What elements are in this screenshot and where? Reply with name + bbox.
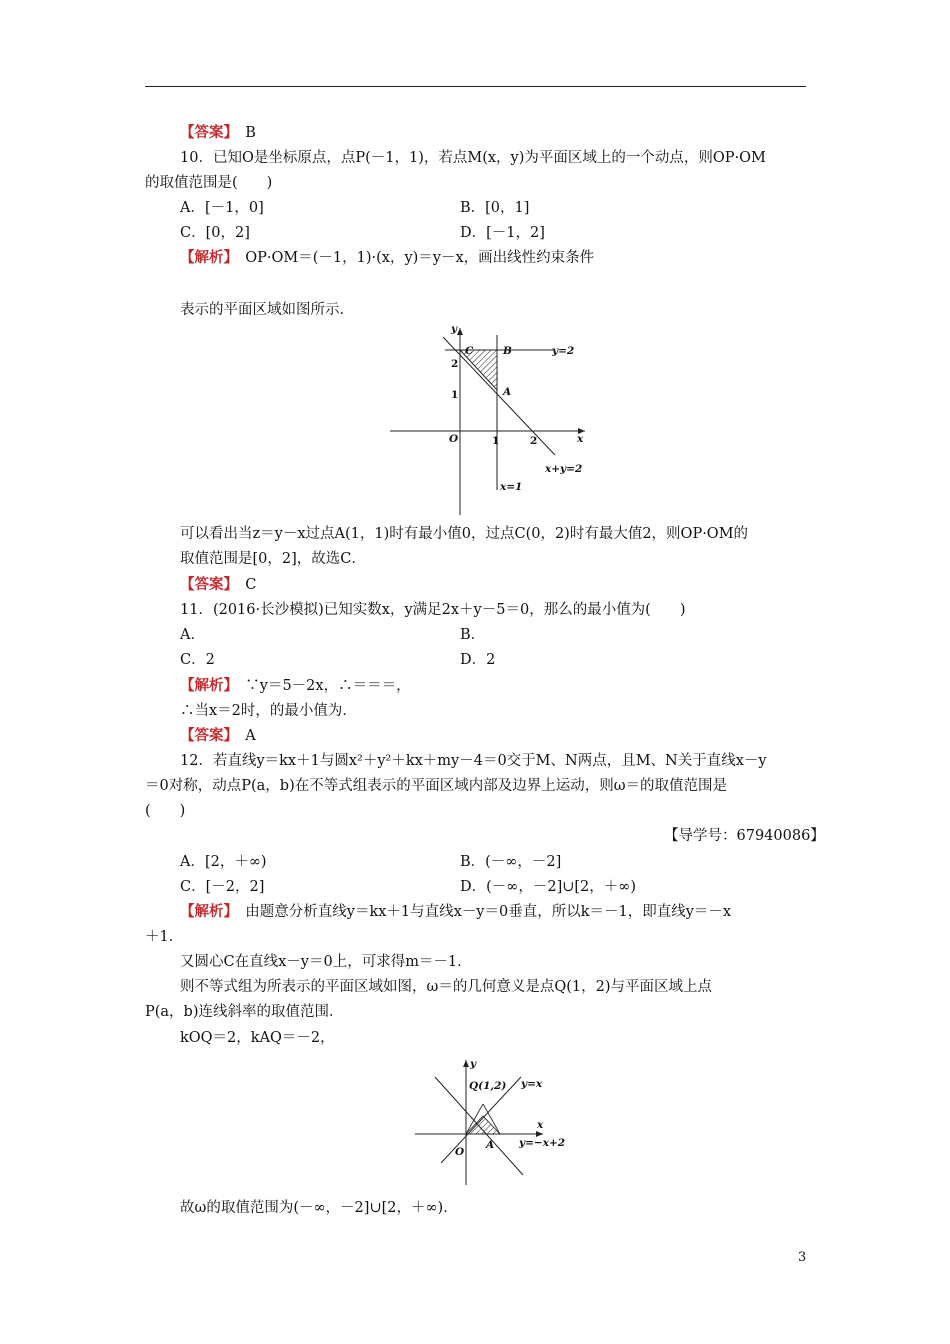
line-text: B	[230, 125, 256, 141]
figure-linear-region	[385, 320, 595, 520]
fig1-label-y: y	[451, 323, 458, 335]
line-text: C．2	[180, 652, 215, 668]
line-text: C．[0，2]	[180, 225, 250, 241]
line-text: ＋1．	[145, 929, 184, 945]
section-tag: 【解析】	[180, 903, 231, 920]
line-text: D．2	[460, 652, 496, 668]
text-line-q12D	[460, 878, 636, 896]
text-line-ans10	[180, 576, 256, 594]
text-line-jx11	[180, 677, 411, 695]
line-text: OP·OM＝(－1，1)·(x，y)＝y－x，画出线性约束条件	[230, 250, 595, 266]
text-line-q12c	[145, 802, 185, 820]
text-line-q10D	[460, 224, 545, 242]
line-text: kOQ＝2，kAQ＝－2，	[180, 1030, 335, 1046]
text-line-jx10b	[180, 301, 354, 319]
line-text: A	[230, 728, 256, 744]
figure-omega-region	[413, 1055, 573, 1190]
text-line-q12b	[145, 777, 727, 795]
text-line-jx10c	[180, 525, 748, 543]
text-line-jx10d	[180, 550, 366, 568]
text-line-jx11b	[180, 702, 357, 720]
line-text: A．	[180, 627, 205, 643]
line-text: D．[－1，2]	[460, 225, 545, 241]
text-line-q10A	[180, 199, 264, 217]
line-text: 【导学号：67940086】	[664, 828, 825, 844]
line-text: P(a，b)连线斜率的取值范围．	[145, 1004, 344, 1020]
line-text: D．(－∞，－2]∪[2，＋∞)	[460, 879, 637, 895]
text-line-q11	[180, 601, 686, 619]
text-line-q12d	[664, 827, 825, 845]
text-line-q12B	[460, 853, 561, 871]
header-rule	[145, 86, 806, 87]
text-line-jx12c	[180, 953, 472, 971]
section-tag: 【解析】	[180, 249, 231, 266]
text-line-q12A	[180, 853, 267, 871]
line-text: ( )	[145, 803, 186, 819]
section-tag: 【答案】	[180, 576, 231, 593]
text-line-jx12b	[145, 928, 183, 946]
text-line-q12a	[180, 752, 767, 770]
fig1-line-y2: y=2	[552, 345, 575, 357]
text-line-ans11	[180, 727, 256, 745]
text-line-q11C	[180, 651, 215, 669]
fig2-line-yx: y=x	[521, 1078, 543, 1090]
section-tag: 【解析】	[180, 677, 231, 694]
text-line-q11D	[460, 651, 495, 669]
fig2-label-x: x	[537, 1119, 544, 1131]
line-text: 则不等式组为所表示的平面区域如图，ω＝的几何意义是点Q(1，2)与平面区域上点	[180, 979, 712, 995]
text-line-q10B	[460, 199, 529, 217]
line-text: 表示的平面区域如图所示．	[180, 302, 354, 318]
line-text: 故ω的取值范围为(－∞，－2]∪[2，＋∞)．	[180, 1200, 458, 1216]
line-text: 由题意分析直线y＝kx＋1与直线x－y＝0垂直，所以k＝－1，即直线y＝－x	[230, 904, 732, 920]
line-text: C．[－2，2]	[180, 879, 265, 895]
line-text: ＝0对称，动点P(a，b)在不等式组表示的平面区域内部及边界上运动，则ω＝的取值范围是	[145, 778, 728, 794]
text-line-q11B	[460, 626, 485, 644]
text-line-q11A	[180, 626, 205, 644]
fig1-tick-y1: 1	[451, 389, 459, 401]
fig1-label-x: x	[577, 433, 584, 445]
fig2-label-O: O	[455, 1146, 465, 1158]
fig1-label-C: C	[465, 345, 474, 357]
line-text: A．[2，＋∞)	[180, 854, 267, 870]
fig2-label-y: y	[470, 1058, 477, 1070]
line-text: C	[230, 577, 257, 593]
text-line-jx12e	[145, 1003, 344, 1021]
line-text: 11．(2016·长沙模拟)已知实数x，y满足2x＋y－5＝0，那么的最小值为( )	[180, 602, 686, 618]
fig1-label-O: O	[449, 433, 459, 445]
text-line-q10b	[145, 174, 272, 192]
text-line-jx10	[180, 249, 594, 267]
section-tag: 【答案】	[180, 124, 231, 141]
text-line-q12C	[180, 878, 264, 896]
fig1-line-xy2: x+y=2	[545, 463, 583, 475]
line-text: 12．若直线y＝kx＋1与圆x²＋y²＋kx＋my－4＝0交于M、N两点，且M、N关于直线x－y	[180, 753, 767, 769]
line-text: B．	[460, 627, 486, 643]
line-text: 又圆心C在直线x－y＝0上，可求得m＝－1．	[180, 954, 472, 970]
text-line-q10C	[180, 224, 250, 242]
section-tag: 【答案】	[180, 727, 231, 744]
text-line-jx12g	[180, 1199, 458, 1217]
fig2-line-y-x2: y=−x+2	[519, 1137, 566, 1149]
text-line-ans9	[180, 124, 256, 142]
text-line-jx12d	[180, 978, 712, 996]
text-line-q10a	[180, 149, 766, 167]
page-number: 3	[798, 1250, 807, 1265]
fig1-label-B: B	[503, 345, 512, 357]
text-line-jx12	[180, 903, 731, 921]
fig1-tick-y2: 2	[451, 358, 459, 370]
fig1-label-A: A	[503, 386, 512, 398]
fig2-label-A: A	[486, 1139, 495, 1151]
line-text: ∴当x＝2时，的最小值为．	[180, 703, 357, 719]
fig1-line-x1: x=1	[500, 481, 523, 493]
text-line-jx12f	[180, 1029, 335, 1047]
line-text: 10．已知O是坐标原点，点P(－1，1)，若点M(x，y)为平面区域上的一个动点，则OP·OM	[180, 150, 766, 166]
line-text: A．[－1，0]	[180, 200, 264, 216]
line-text: 的取值范围是( )	[145, 175, 273, 191]
line-text: ∵y＝5－2x，∴＝＝＝，	[230, 678, 411, 694]
line-text: B．[0，1]	[460, 200, 530, 216]
line-text: 取值范围是[0，2]，故选C．	[180, 551, 366, 567]
line-text: B．(－∞，－2]	[460, 854, 562, 870]
fig1-tick-x2: 2	[530, 435, 538, 447]
fig1-tick-x1: 1	[492, 435, 500, 447]
line-text: 可以看出当z＝y－x过点A(1，1)时有最小值0，过点C(0，2)时有最大值2，则OP·OM的	[180, 526, 749, 542]
fig2-label-Q: Q(1,2)	[469, 1080, 507, 1092]
